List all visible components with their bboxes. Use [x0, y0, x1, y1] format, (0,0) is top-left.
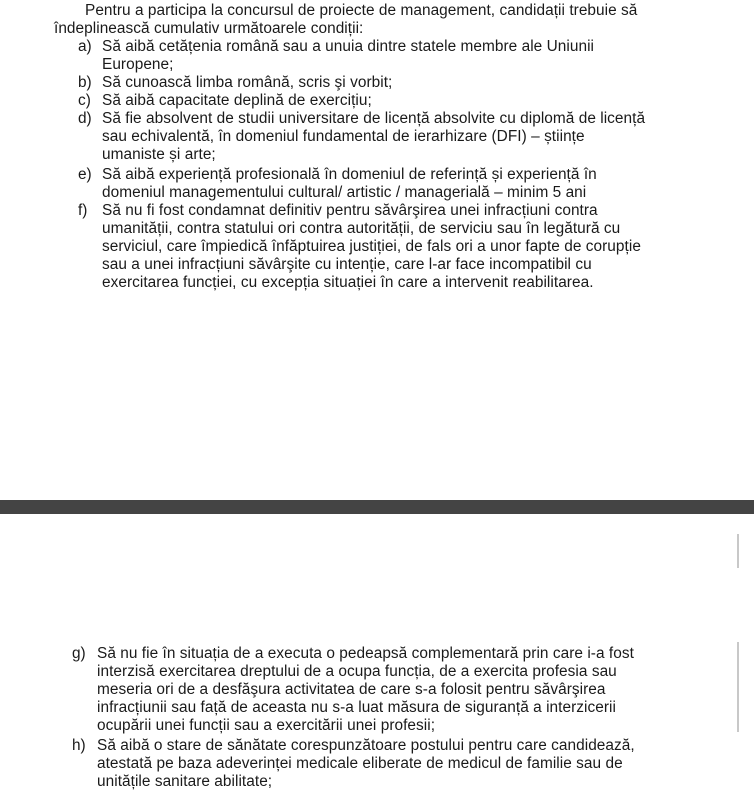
- condition-d-line-2: sau echivalentă, în domeniul fundamental de ierarhizare (DFI) – științe: [102, 128, 585, 145]
- condition-a-line-1: Să aibă cetățenia română sau a unuia dintre statele membre ale Uniunii: [102, 38, 595, 55]
- scan-artifact-mark: [737, 534, 739, 568]
- condition-g-line-2: interzisă exercitarea dreptului de a ocupa funcția, de a exercita profesia sau: [97, 663, 617, 680]
- condition-e-label: e): [78, 166, 92, 183]
- condition-d-line-3: umaniste și arte;: [102, 146, 216, 163]
- condition-g-line-1: Să nu fie în situația de a executa o pedeapsă complementară prin care i-a fost: [97, 645, 634, 662]
- intro-line-1: Pentru a participa la concursul de proiecte de management, candidații trebuie să: [85, 2, 638, 19]
- condition-f-line-5: exercitarea funcției, cu excepția situației în care a intervenit reabilitarea.: [102, 274, 594, 291]
- condition-g-label: g): [72, 645, 86, 662]
- condition-e-line-2: domeniul managementului cultural/ artistic / managerială – minim 5 ani: [102, 184, 587, 201]
- condition-g-line-4: infracțiunii sau față de aceasta nu s-a luat măsura de siguranță a interzicerii: [97, 699, 616, 716]
- condition-d-label: d): [78, 110, 92, 127]
- scan-artifact-mark: [737, 642, 739, 732]
- condition-e-line-1: Să aibă experiență profesională în domeniul de referință și experiență în: [102, 166, 597, 183]
- condition-b-label: b): [78, 74, 92, 91]
- condition-h-line-2: atestată pe baza adeverinței medicale eliberate de medicul de familie sau de: [97, 755, 623, 772]
- condition-h-line-1: Să aibă o stare de sănătate corespunzătoare postului pentru care candidează,: [97, 737, 635, 754]
- condition-a-line-2: Europene;: [102, 56, 174, 73]
- intro-line-2: îndeplinească cumulativ următoarele condiții:: [54, 20, 364, 37]
- condition-c-line-1: Să aibă capacitate deplină de exercițiu;: [102, 92, 372, 109]
- document-page-bottom: [0, 514, 754, 797]
- condition-h-label: h): [72, 737, 86, 754]
- condition-g-line-3: meseria ori de a desfăşura activitatea de care s-a folosit pentru săvârşirea: [97, 681, 606, 698]
- condition-f-label: f): [78, 202, 88, 219]
- page-break-divider: [0, 500, 754, 514]
- condition-d-line-1: Să fie absolvent de studii universitare de licență absolvite cu diplomă de licență: [102, 110, 646, 127]
- condition-c-label: c): [78, 92, 91, 109]
- condition-g-line-5: ocupării unei funcții sau a exercitării unei profesii;: [97, 717, 436, 734]
- condition-b-line-1: Să cunoască limba română, scris şi vorbit;: [102, 74, 393, 91]
- condition-f-line-3: serviciul, care împiedică înfăptuirea justiției, de fals ori a unor fapte de corupție: [102, 238, 641, 255]
- condition-a-label: a): [78, 38, 92, 55]
- condition-f-line-4: sau a unei infracțiuni săvârşite cu intenție, care l-ar face incompatibil cu: [102, 256, 592, 273]
- condition-f-line-2: umanității, contra statului ori contra autorității, de serviciu sau în legătură cu: [102, 220, 621, 237]
- condition-h-line-3: unitățile sanitare abilitate;: [97, 773, 273, 790]
- condition-f-line-1: Să nu fi fost condamnat definitiv pentru săvârşirea unei infracțiuni contra: [102, 202, 598, 219]
